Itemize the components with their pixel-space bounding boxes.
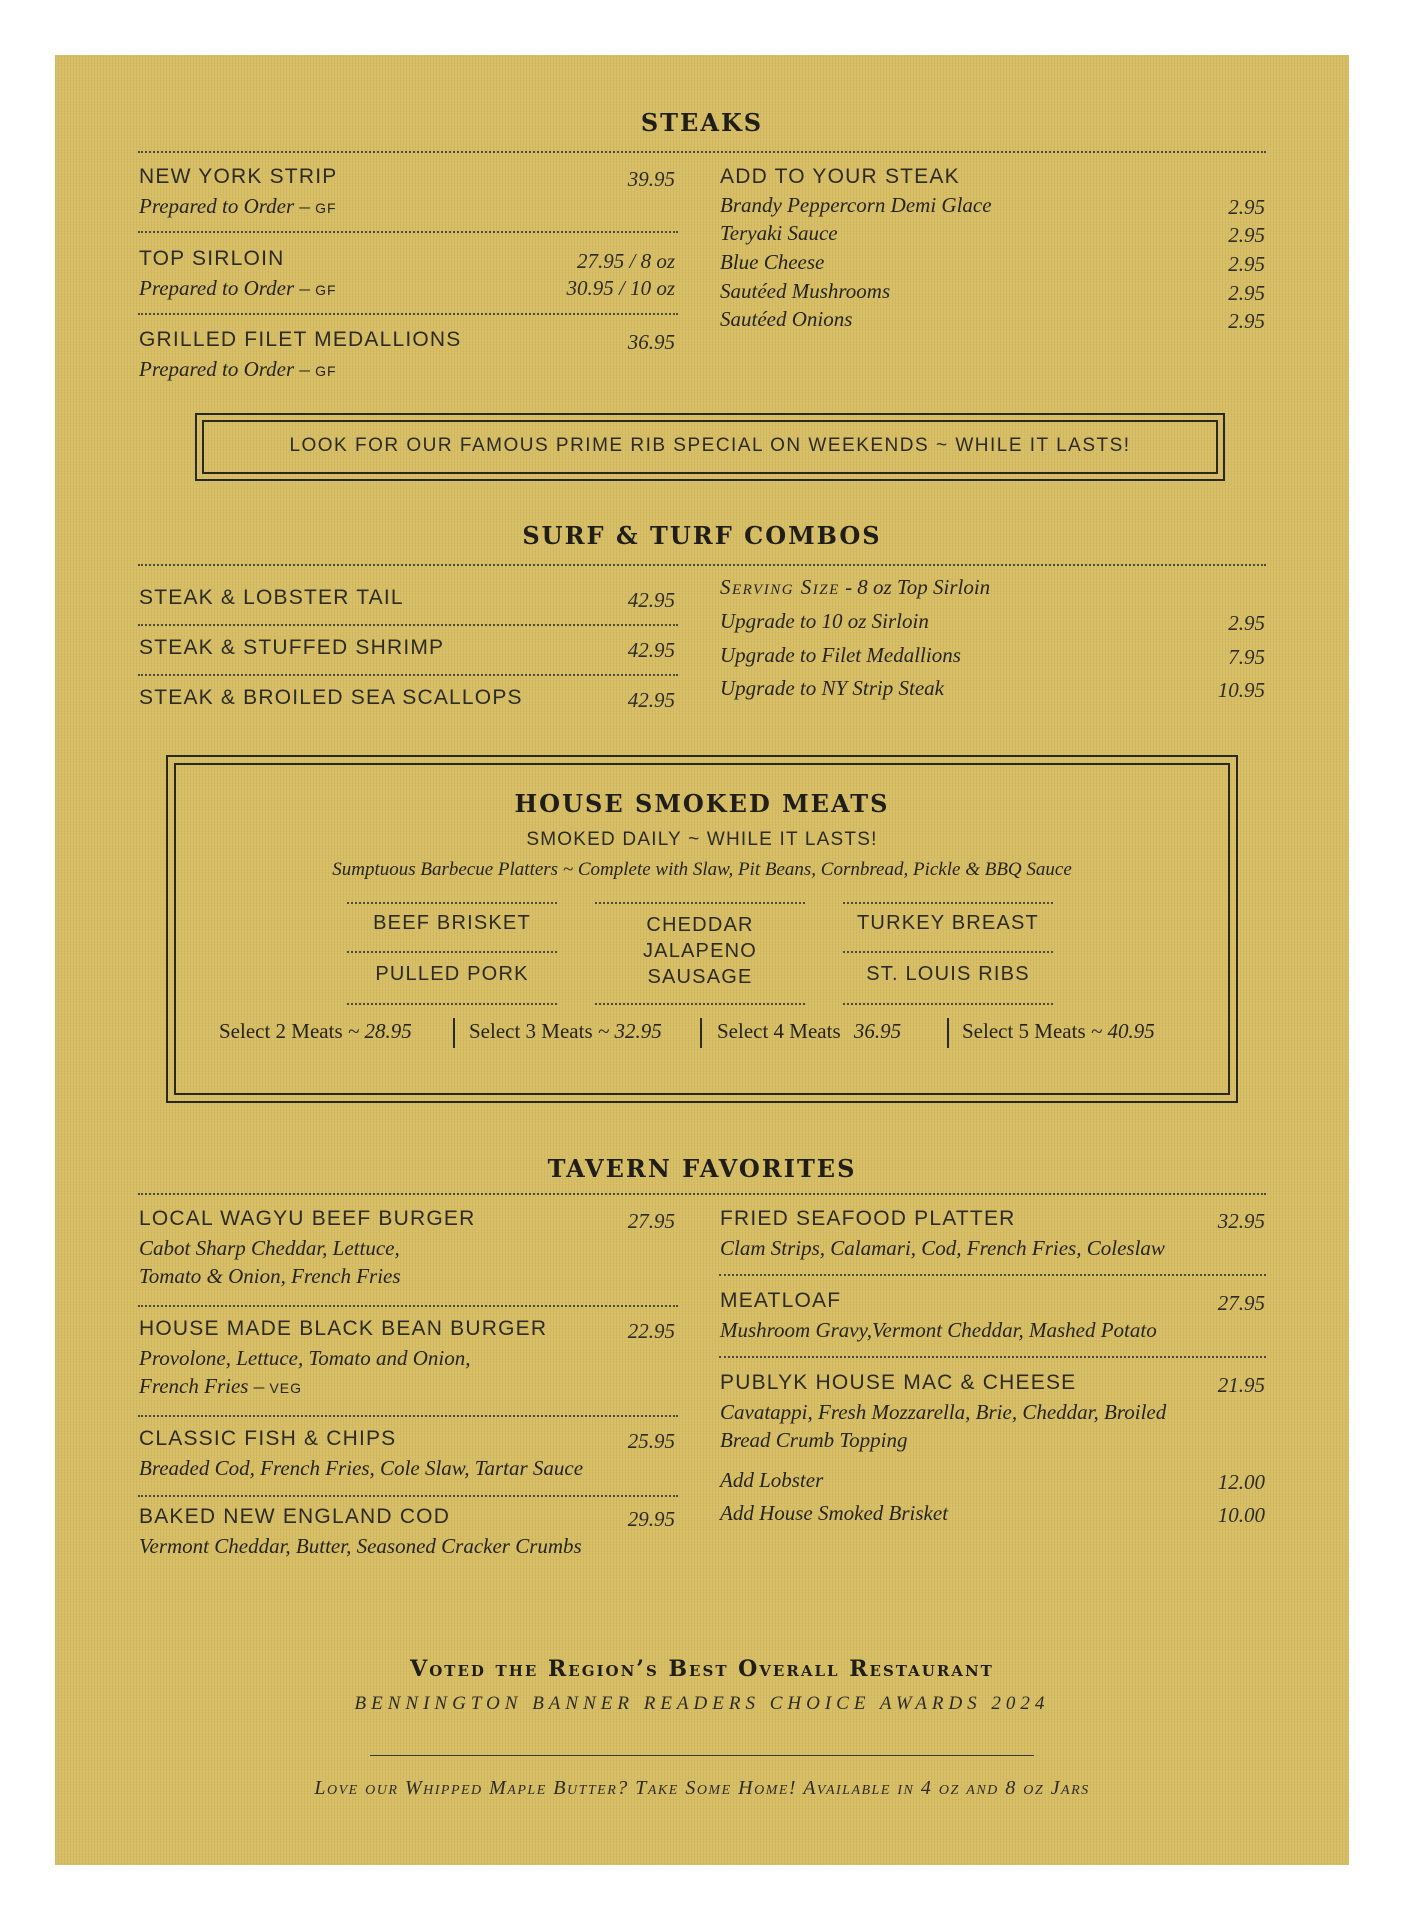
addon-name: Sautéed Mushrooms xyxy=(720,279,891,303)
addon-name: Sautéed Onions xyxy=(720,307,853,331)
addon-name: Blue Cheese xyxy=(720,250,825,274)
tavern-item-desc: French Fries – VEG xyxy=(139,1374,303,1398)
divider xyxy=(138,674,678,676)
divider xyxy=(138,313,678,315)
tavern-item-price: 21.95 xyxy=(1217,1373,1265,1397)
addon-price: 2.95 xyxy=(1228,281,1265,305)
upgrade-price: 2.95 xyxy=(1228,611,1265,635)
divider xyxy=(719,1274,1266,1276)
addon-price: 2.95 xyxy=(1228,252,1265,276)
tavern-item-name: HOUSE MADE BLACK BEAN BURGER xyxy=(139,1317,548,1340)
tavern-item-desc: Breaded Cod, French Fries, Cole Slaw, Tartar Sauce xyxy=(139,1456,584,1480)
divider xyxy=(138,1305,678,1307)
combo-price: 42.95 xyxy=(627,688,675,712)
tavern-item-price: 29.95 xyxy=(627,1507,675,1531)
select-option: Select 2 Meats ~ 28.95 xyxy=(219,1019,412,1043)
tavern-addon-name: Add Lobster xyxy=(720,1468,824,1492)
steak-item-price: 39.95 xyxy=(627,167,675,191)
tavern-title: TAVERN FAVORITES xyxy=(547,1154,857,1183)
tavern-item-name: FRIED SEAFOOD PLATTER xyxy=(720,1207,1016,1230)
smoked-description: Sumptuous Barbecue Platters ~ Complete with Slaw, Pit Beans, Cornbread, Pickle & BBQ Sauce xyxy=(332,859,1072,880)
tavern-item-price: 27.95 xyxy=(1217,1291,1265,1315)
combo-name: STEAK & BROILED SEA SCALLOPS xyxy=(139,686,523,709)
tavern-addon-price: 10.00 xyxy=(1217,1503,1265,1527)
tavern-item-desc: Clam Strips, Calamari, Cod, French Fries, Coleslaw xyxy=(720,1236,1165,1260)
upgrade-price: 7.95 xyxy=(1228,645,1265,669)
select-option: Select 4 Meats 36.95 xyxy=(717,1019,902,1043)
divider xyxy=(843,902,1053,904)
tavern-item-name: MEATLOAF xyxy=(720,1289,842,1312)
tavern-item-desc: Vermont Cheddar, Butter, Seasoned Cracker Crumbs xyxy=(139,1534,582,1558)
steak-item-desc: Prepared to Order – GF xyxy=(139,357,337,381)
tavern-item-desc: Cabot Sharp Cheddar, Lettuce, xyxy=(139,1236,400,1260)
divider xyxy=(347,902,557,904)
meat-option: CHEDDAR JALAPENO SAUSAGE xyxy=(642,914,758,988)
addons-title: ADD TO YOUR STEAK xyxy=(720,165,960,188)
divider xyxy=(347,1003,557,1005)
award-subtitle: BENNINGTON BANNER READERS CHOICE AWARDS 2024 xyxy=(354,1693,1050,1714)
select-option: Select 3 Meats ~ 32.95 xyxy=(469,1019,662,1043)
tavern-item-desc: Tomato & Onion, French Fries xyxy=(139,1264,401,1288)
divider xyxy=(138,151,1266,153)
upgrade-name: Upgrade to Filet Medallions xyxy=(720,643,961,667)
footer-rule xyxy=(370,1755,1034,1756)
menu-page xyxy=(55,55,1349,1865)
upgrade-price: 10.95 xyxy=(1217,678,1265,702)
divider xyxy=(347,951,557,953)
steak-item-name: GRILLED FILET MEDALLIONS xyxy=(139,328,462,351)
combo-name: STEAK & STUFFED SHRIMP xyxy=(139,636,445,659)
divider xyxy=(843,951,1053,953)
steak-item-desc: Prepared to Order – GF xyxy=(139,276,337,300)
smoked-meats-title: HOUSE SMOKED MEATS xyxy=(514,789,890,818)
serving-size: Serving Size - 8 oz Top Sirloin xyxy=(720,575,991,599)
addon-name: Teryaki Sauce xyxy=(720,221,838,245)
prime-rib-text: LOOK FOR OUR FAMOUS PRIME RIB SPECIAL ON WEEKENDS ~ WHILE IT LASTS! xyxy=(289,435,1131,456)
divider xyxy=(843,1003,1053,1005)
steak-item-name: TOP SIRLOIN xyxy=(139,247,285,270)
meat-option: BEEF BRISKET xyxy=(373,912,531,934)
divider xyxy=(719,1356,1266,1358)
divider xyxy=(595,1003,805,1005)
tavern-item-desc: Provolone, Lettuce, Tomato and Onion, xyxy=(139,1346,471,1370)
meat-option: PULLED PORK xyxy=(375,963,529,985)
tavern-item-price: 32.95 xyxy=(1217,1209,1265,1233)
separator xyxy=(947,1018,949,1048)
select-option: Select 5 Meats ~ 40.95 xyxy=(962,1019,1155,1043)
tavern-item-desc: Mushroom Gravy,Vermont Cheddar, Mashed Potato xyxy=(720,1318,1157,1342)
steak-item-name: NEW YORK STRIP xyxy=(139,165,338,188)
meat-option: ST. LOUIS RIBS xyxy=(866,963,1030,985)
upgrade-name: Upgrade to NY Strip Steak xyxy=(720,676,944,700)
tavern-item-price: 25.95 xyxy=(627,1429,675,1453)
divider xyxy=(138,1415,678,1417)
tavern-addon-price: 12.00 xyxy=(1217,1470,1265,1494)
award-title: Voted the Region’s Best Overall Restaurant xyxy=(410,1656,994,1682)
combo-price: 42.95 xyxy=(627,588,675,612)
steaks-title: STEAKS xyxy=(640,108,764,137)
surf-turf-title: SURF & TURF COMBOS xyxy=(522,521,882,550)
addon-price: 2.95 xyxy=(1228,223,1265,247)
tavern-item-price: 22.95 xyxy=(627,1319,675,1343)
divider xyxy=(595,902,805,904)
tavern-item-name: PUBLYK HOUSE MAC & CHEESE xyxy=(720,1371,1077,1394)
combo-name: STEAK & LOBSTER TAIL xyxy=(139,586,404,609)
separator xyxy=(700,1018,702,1048)
divider xyxy=(138,231,678,233)
tavern-item-price: 27.95 xyxy=(627,1209,675,1233)
divider xyxy=(138,564,1266,566)
footer-note: Love our Whipped Maple Butter? Take Some Home! Available in 4 oz and 8 oz Jars xyxy=(314,1777,1090,1799)
addon-price: 2.95 xyxy=(1228,309,1265,333)
smoked-subtitle: SMOKED DAILY ~ WHILE IT LASTS! xyxy=(526,829,878,850)
divider xyxy=(138,1193,1266,1195)
upgrade-name: Upgrade to 10 oz Sirloin xyxy=(720,609,929,633)
steak-item-price: 27.95 / 8 oz xyxy=(576,249,675,273)
combo-price: 42.95 xyxy=(627,638,675,662)
tavern-item-name: BAKED NEW ENGLAND COD xyxy=(139,1505,451,1528)
tavern-item-desc: Cavatappi, Fresh Mozzarella, Brie, Cheddar, Broiled xyxy=(720,1400,1167,1424)
steak-item-price: 36.95 xyxy=(627,330,675,354)
steak-item-desc: Prepared to Order – GF xyxy=(139,194,337,218)
tavern-item-name: LOCAL WAGYU BEEF BURGER xyxy=(139,1207,476,1230)
addon-name: Brandy Peppercorn Demi Glace xyxy=(720,193,992,217)
tavern-item-name: CLASSIC FISH & CHIPS xyxy=(139,1427,397,1450)
divider xyxy=(138,624,678,626)
steak-item-price-alt: 30.95 / 10 oz xyxy=(566,276,675,300)
separator xyxy=(453,1018,455,1048)
meat-option: TURKEY BREAST xyxy=(857,912,1039,934)
divider xyxy=(138,1495,678,1497)
tavern-item-desc: Bread Crumb Topping xyxy=(720,1428,908,1452)
tavern-addon-name: Add House Smoked Brisket xyxy=(720,1501,949,1525)
addon-price: 2.95 xyxy=(1228,195,1265,219)
